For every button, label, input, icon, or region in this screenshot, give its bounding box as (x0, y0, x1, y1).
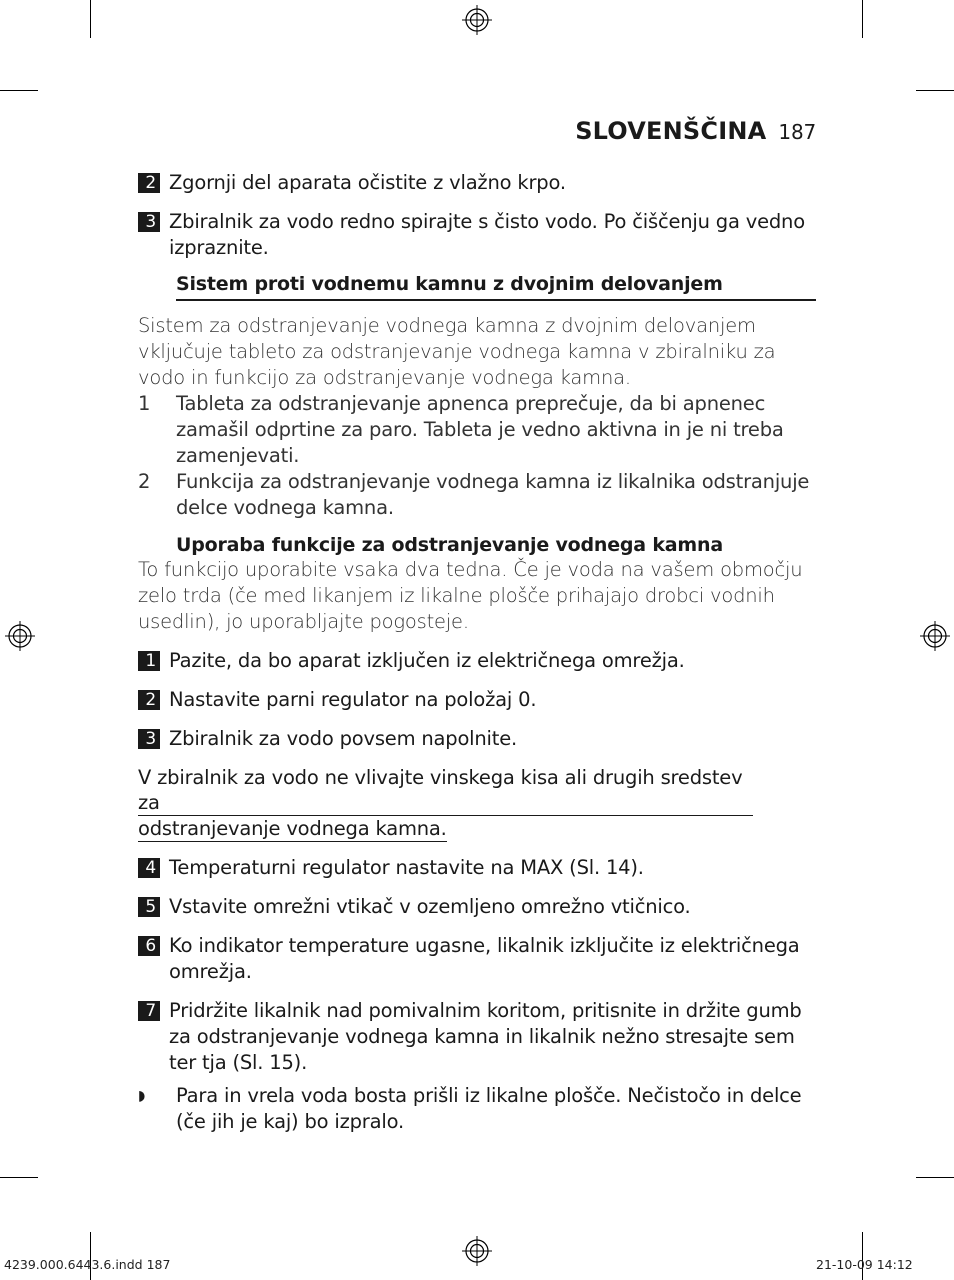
step-item (138, 998, 816, 1076)
crosshair-target-icon (920, 621, 950, 651)
crop-mark (916, 90, 954, 91)
step-item (138, 726, 816, 752)
section-heading: Uporaba funkcije za odstranjevanje vodnega kamna (176, 534, 723, 556)
step-item (138, 687, 816, 713)
step-text: Temperaturni regulator nastavite na MAX (Sl. 14). (169, 856, 644, 879)
step-item (138, 933, 816, 985)
step-number: 2 (138, 690, 160, 710)
warning-line: V zbiralnik za vodo ne vlivajte vinskega kisa ali drugih sredstev za (138, 765, 753, 816)
crosshair-target-icon (5, 621, 35, 651)
language-title: SLOVENŠČINA (575, 117, 767, 145)
step-text: Zgornji del aparata očistite z vlažno krpo. (169, 171, 566, 194)
list-text: Tableta za odstranjevanje apnenca preprečuje, da bi apnenec zamašil odprtine za paro. Tableta je vedno aktivna in je ni treba zamenjevati. (176, 392, 784, 467)
crop-mark (862, 1232, 863, 1280)
step-number: 3 (138, 729, 160, 749)
step-number: 7 (138, 1001, 160, 1021)
step-item (138, 894, 816, 920)
step-text: Pazite, da bo aparat izključen iz električnega omrežja. (169, 649, 685, 672)
step-number: 3 (138, 212, 160, 232)
crop-mark (90, 0, 91, 38)
warning-line: odstranjevanje vodnega kamna. (138, 817, 447, 840)
list-number: 2 (138, 470, 151, 493)
list-item (138, 391, 816, 469)
result-item (138, 1083, 816, 1135)
footer-datetime: 21-10-09 14:12 (816, 1257, 913, 1272)
crop-mark (862, 0, 863, 38)
step-item (138, 648, 816, 674)
list-item (138, 469, 816, 521)
step-number: 5 (138, 897, 160, 917)
step-item (138, 170, 816, 196)
step-text: Vstavite omrežni vtikač v ozemljeno omrežno vtičnico. (169, 895, 691, 918)
crosshair-target-icon (462, 1236, 492, 1266)
page-header (138, 118, 816, 150)
list-text: Funkcija za odstranjevanje vodnega kamna iz likalnika odstranjuje delce vodnega kamna. (176, 470, 810, 519)
section-intro: Sistem za odstranjevanje vodnega kamna z dvojnim delovanjem vključuje tableto za odstranjevanje vodnega kamna v zbiralniku za vodo in funkcijo za odstranjevanje vodnega kamna. (138, 314, 776, 389)
step-text: Nastavite parni regulator na položaj 0. (169, 688, 537, 711)
half-circle-bullet-icon: ◗ (138, 1088, 146, 1104)
step-text: Ko indikator temperature ugasne, likalnik izključite iz električnega omrežja. (169, 934, 800, 983)
list-number: 1 (138, 392, 151, 415)
step-text: Zbiralnik za vodo redno spirajte s čisto vodo. Po čiščenju ga vedno izpraznite. (169, 210, 805, 259)
section-heading: Sistem proti vodnemu kamnu z dvojnim delovanjem (176, 271, 816, 301)
crosshair-target-icon (462, 5, 492, 35)
page-number: 187 (778, 120, 816, 144)
step-text: Zbiralnik za vodo povsem napolnite. (169, 727, 518, 750)
step-item (138, 855, 816, 881)
step-number: 6 (138, 936, 160, 956)
step-number: 4 (138, 858, 160, 878)
step-item (138, 209, 816, 261)
crop-mark (90, 1232, 91, 1280)
crop-mark (916, 1177, 954, 1178)
result-text: Para in vrela voda bosta prišli iz likalne plošče. Nečistočo in delce (če jih je kaj) bo izpralo. (176, 1084, 802, 1133)
page-content (138, 118, 816, 1135)
step-text: Pridržite likalnik nad pomivalnim koritom, pritisnite in držite gumb za odstranjevanje vodnega kamna in likalnik nežno stresajte sem ter tja (Sl. 15). (169, 999, 802, 1074)
crop-mark (0, 90, 38, 91)
crop-mark (0, 1177, 38, 1178)
footer-file: 4239.000.6443.6.indd 187 (4, 1257, 171, 1272)
step-number: 1 (138, 651, 160, 671)
warning-note (138, 765, 816, 842)
section-intro: To funkcijo uporabite vsaka dva tedna. Če je voda na vašem območju zelo trda (če med likanjem iz likalne plošče prihajajo drobci vodnih usedlin), jo uporabljajte pogosteje. (138, 558, 803, 633)
step-number: 2 (138, 173, 160, 193)
